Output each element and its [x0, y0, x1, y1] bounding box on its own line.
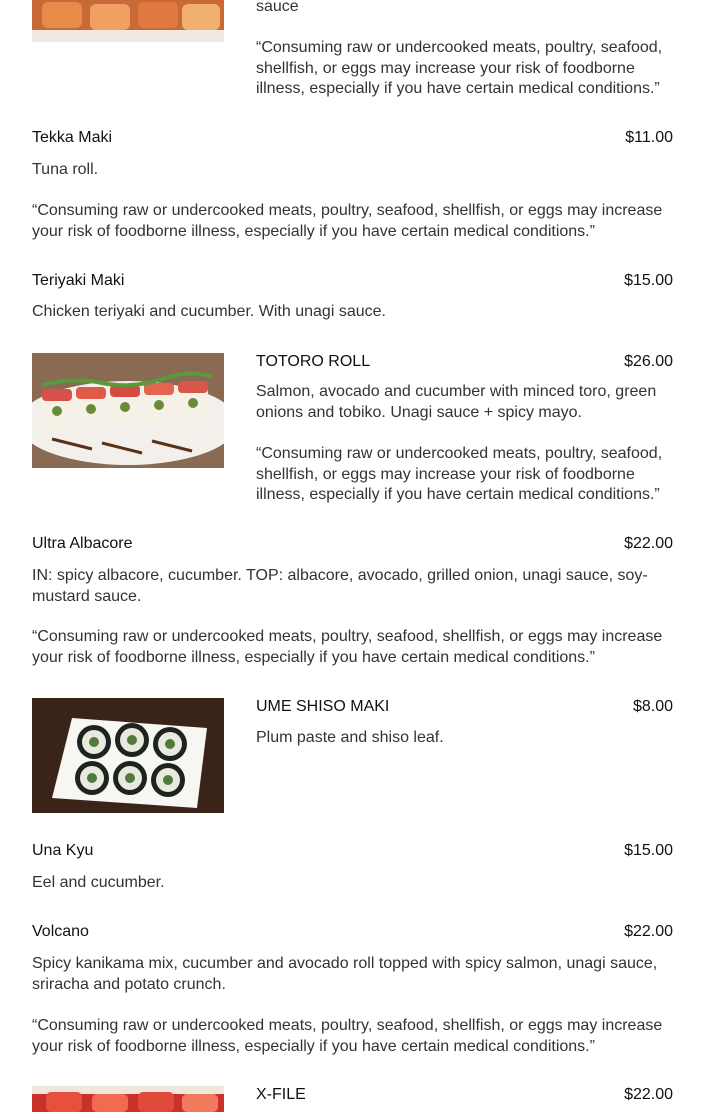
item-price: $15.00: [624, 842, 673, 859]
item-description: Chicken teriyaki and cucumber. With unagi sauce.: [32, 303, 386, 320]
item-name[interactable]: Teriyaki Maki: [32, 272, 125, 289]
item-photo[interactable]: [32, 353, 224, 468]
item-photo[interactable]: [32, 1086, 224, 1112]
item-description: sauce: [256, 0, 299, 15]
raw-food-notice: “Consuming raw or undercooked meats, poultry, seafood, shellfish, or eggs may increase your risk of foodborne illness, especially if you have certain medical conditions.”: [32, 1017, 663, 1055]
item-description: Tuna roll.: [32, 161, 99, 178]
item-name[interactable]: TOTORO ROLL: [256, 353, 371, 370]
item-name[interactable]: Tekka Maki: [32, 129, 113, 146]
item-price: $8.00: [632, 698, 673, 715]
item-name[interactable]: X-FILE: [256, 1086, 306, 1103]
item-description: Spicy kanikama mix, cucumber and avocado roll topped with spicy salmon, unagi sauce, sriracha and potato crunch.: [32, 955, 658, 993]
raw-food-notice: “Consuming raw or undercooked meats, poultry, seafood, shellfish, or eggs may increase your risk of foodborne illness, especially if you have certain medical conditions.”: [32, 628, 663, 666]
item-photo[interactable]: [32, 0, 224, 42]
item-price: $26.00: [624, 353, 673, 370]
item-description: IN: spicy albacore, cucumber. TOP: albacore, avocado, grilled onion, unagi sauce, soy-mustard sauce.: [32, 567, 648, 605]
item-name[interactable]: Una Kyu: [32, 842, 94, 859]
item-description: Plum paste and shiso leaf.: [256, 729, 444, 746]
raw-food-notice: “Consuming raw or undercooked meats, poultry, seafood, shellfish, or eggs may increase your risk of foodborne illness, especially if you have certain medical conditions.”: [32, 202, 663, 240]
item-price: $22.00: [624, 923, 673, 940]
item-price: $15.00: [624, 272, 673, 289]
item-name[interactable]: Volcano: [32, 923, 89, 940]
item-name[interactable]: Ultra Albacore: [32, 535, 133, 552]
item-name[interactable]: UME SHISO MAKI: [256, 698, 390, 715]
item-description: Salmon, avocado and cucumber with minced toro, green onions and tobiko. Unagi sauce + spicy mayo.: [256, 383, 657, 421]
item-price: $22.00: [624, 1086, 673, 1103]
item-photo[interactable]: [32, 698, 224, 813]
item-price: $22.00: [624, 535, 673, 552]
item-price: $11.00: [625, 129, 673, 146]
raw-food-notice: “Consuming raw or undercooked meats, poultry, seafood, shellfish, or eggs may increase your risk of foodborne illness, especially if you have certain medical conditions.”: [256, 445, 663, 503]
raw-food-notice: “Consuming raw or undercooked meats, poultry, seafood, shellfish, or eggs may increase your risk of foodborne illness, especially if you have certain medical conditions.”: [256, 39, 663, 97]
item-description: Eel and cucumber.: [32, 874, 165, 891]
